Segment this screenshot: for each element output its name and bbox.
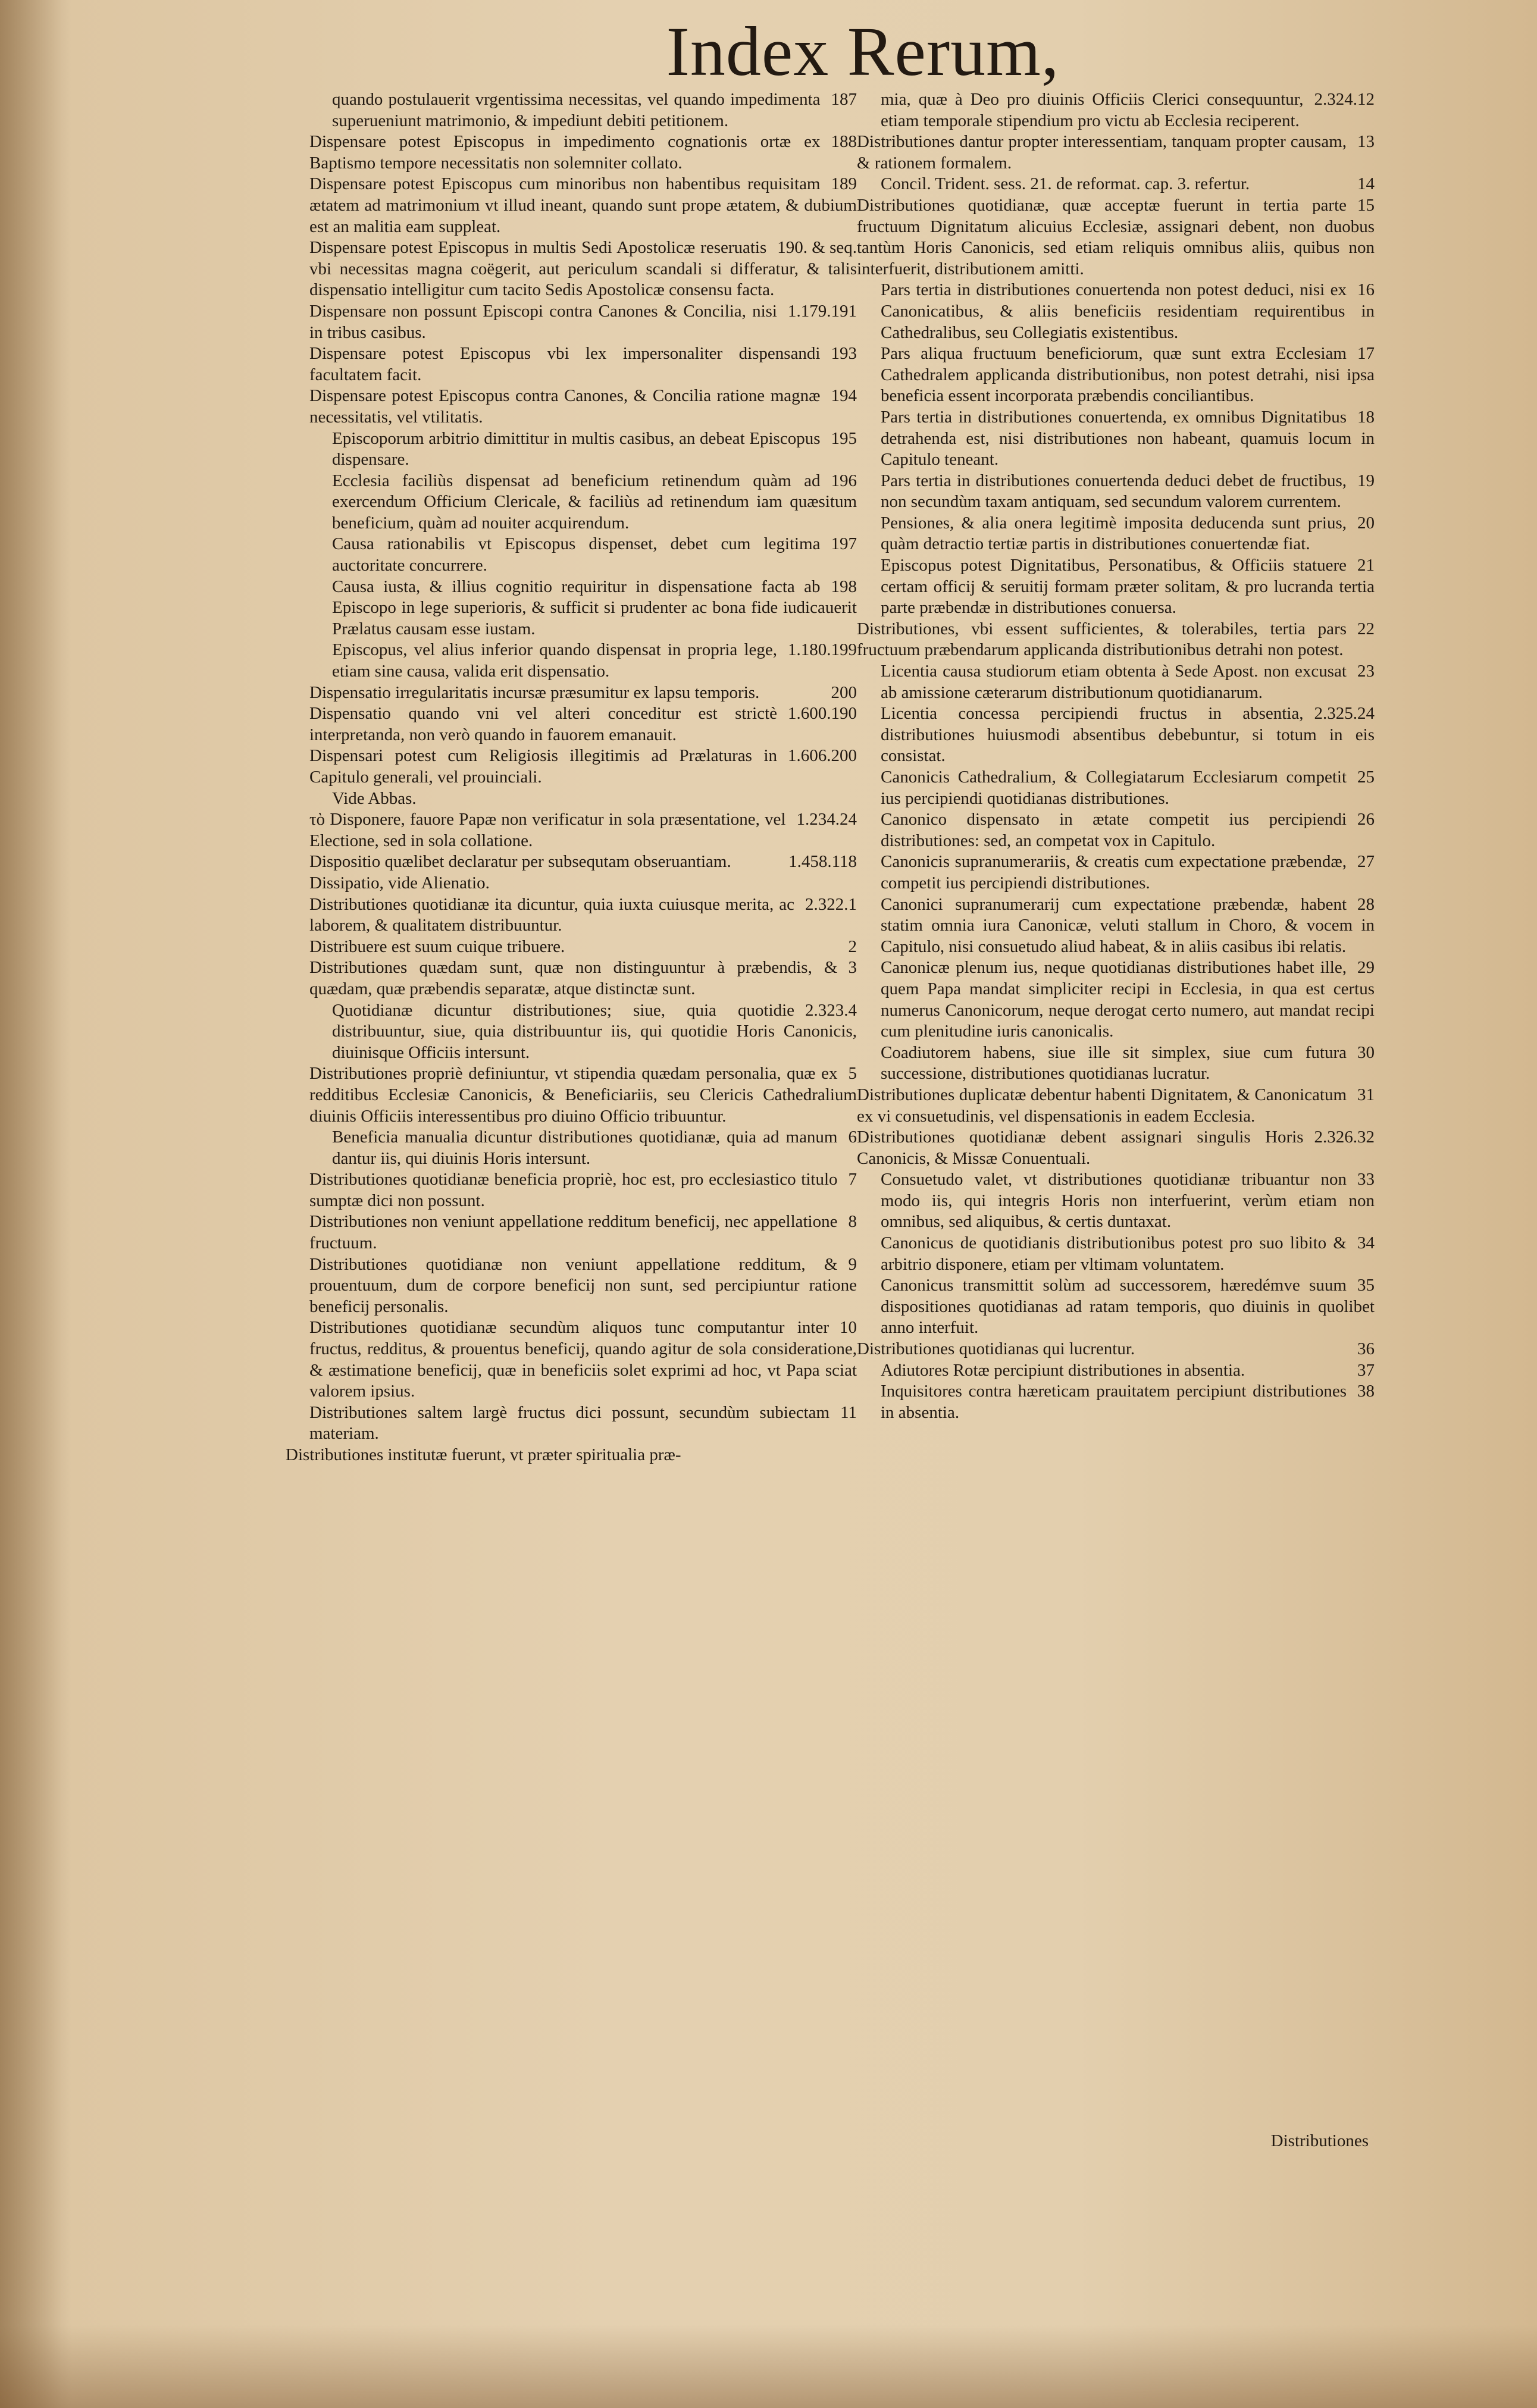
index-entry-reference: 33 <box>1357 1170 1375 1189</box>
index-entry-reference: 38 <box>1357 1382 1375 1401</box>
index-entry <box>857 1085 1375 1127</box>
index-entry-reference: 2.325.24 <box>1314 704 1375 724</box>
index-entry-reference: 36 <box>1357 1339 1375 1359</box>
index-entry <box>857 1381 1375 1423</box>
index-entry <box>857 703 1375 767</box>
index-entry-reference: 3 <box>848 958 857 978</box>
index-entry-text: Quotidianæ dicuntur distributiones; siue, quia quotidie distribuuntur, siue, quia distribuuntur iis, qui quotidie Horis Canonicis, diuinisque Officiis intersunt. <box>332 1000 857 1062</box>
index-entry-reference: 21 <box>1357 556 1375 575</box>
index-entry-text: Canonicæ plenum ius, neque quotidianas distributiones habet ille, quem Papa mandat simpliciter recipi in Ecclesia, in qua est certus numerus Canonicorum, neque derogat certo numero, aut mandat recipi cum plenitudine iuris canonicalis. <box>881 958 1375 1041</box>
index-entry-text: Distributiones quotidianæ secundùm aliquos tunc computantur inter fructus, redditus, & prouentus beneficij, quando agitur de sola consideratione, & æstimatione beneficij, quæ in beneficiis solet exprimi ad hoc, vt Papa sciat valorem ipsius. <box>309 1318 857 1401</box>
index-entry-reference: 189 <box>831 174 857 194</box>
index-entry-text: Dispensare potest Episcopus contra Canones, & Concilia ratione magnæ necessitatis, vel vtilitatis. <box>309 386 821 427</box>
index-entry <box>286 1063 857 1127</box>
index-entry-text: Pars tertia in distributiones conuertenda deduci debet de fructibus, non secundùm taxam antiquam, sed secundum valorem currentem. <box>881 471 1347 512</box>
index-entry-text: Dispensare potest Episcopus vbi lex impersonaliter dispensandi facultatem facit. <box>309 344 821 384</box>
index-entry <box>286 534 857 576</box>
index-entry-text: Canonicis supranumerariis, & creatis cum expectatione præbendæ, competit ius percipiendi distributiones. <box>881 852 1347 893</box>
page-bottom-shadow <box>0 2325 1537 2408</box>
index-entry-text: Licentia concessa percipiendi fructus in absentia, distributiones huiusmodi absentibus debebuntur, si totum in eis consistat. <box>881 704 1375 766</box>
index-entry-text: Canonico dispensato in ætate competit ius percipiendi distributiones: sed, an competat vox in Capitulo. <box>881 810 1347 850</box>
index-entry-reference: 30 <box>1357 1042 1375 1062</box>
index-entry-reference: 23 <box>1357 662 1375 681</box>
index-entry-reference: 198 <box>831 577 857 596</box>
index-entry-reference: 8 <box>848 1212 857 1232</box>
index-entry <box>857 1042 1375 1085</box>
index-entry <box>286 1317 857 1402</box>
index-entry-reference: 35 <box>1357 1276 1375 1295</box>
index-entry-text: Causa iusta, & illius cognitio requiritur in dispensatione facta ab Episcopo in lege superioris, & sufficit si prudenter ac bona fide iudicauerit Prælatus causam esse iustam. <box>332 577 857 638</box>
index-entry-text: Episcopus, vel alius inferior quando dispensat in propria lege, etiam sine causa, valida erit dispensatio. <box>332 640 777 681</box>
index-entry <box>857 1339 1375 1360</box>
index-entry-reference: 31 <box>1357 1085 1375 1104</box>
index-entry-text: Episcoporum arbitrio dimittitur in multis casibus, an debeat Episcopus dispensare. <box>332 428 821 469</box>
index-entry-reference: 194 <box>831 386 857 406</box>
index-entry <box>857 1127 1375 1169</box>
index-entry-text: Dispensare potest Episcopus cum minoribus non habentibus requisitam ætatem ad matrimonium vt illud ineant, quando sunt prope ætatem, & dubium est an malitia eam suppleat. <box>309 174 857 236</box>
index-entry-text: Vide Abbas. <box>332 788 417 808</box>
index-entry-reference: 18 <box>1357 407 1375 427</box>
index-entry <box>286 1211 857 1254</box>
index-entry <box>857 555 1375 619</box>
index-entry-text: Distributiones quotidianæ, quæ acceptæ fuerunt in tertia parte fructuum Dignitatum alicuius Ecclesiæ, assignari debent, non duobus tantùm Horis Canonicis, sed etiam reliquis omnibus aliis, quibus non interfuerit, distributionem amitti. <box>857 195 1375 278</box>
index-entry <box>857 809 1375 851</box>
index-entry-text: Pars tertia in distributiones conuertenda non potest deduci, nisi ex Canonicatibus, & aliis beneficiis residentiam requirentibus in Cathedralibus, seu Collegiatis existentibus. <box>881 280 1375 342</box>
index-entry-reference: 28 <box>1357 894 1375 914</box>
index-entry-reference: 188 <box>831 132 857 152</box>
index-entry <box>857 280 1375 343</box>
index-entry <box>286 386 857 428</box>
index-entry-reference: 2 <box>848 937 857 956</box>
index-entry <box>286 682 857 704</box>
index-entry-text: Ecclesia faciliùs dispensat ad beneficium retinendum quàm ad exercendum Officium Clericale, & faciliùs ad retinendum iam quæsitum beneficium, quàm ad nouiter acquirendum. <box>332 471 857 533</box>
index-entry <box>286 577 857 640</box>
index-entry <box>857 343 1375 407</box>
right-index-column <box>857 89 1375 1423</box>
index-entry-text: Distributiones duplicatæ debentur habenti Dignitatem, & Canonicatum ex vi consuetudinis, vel dispensationis in eadem Ecclesia. <box>857 1085 1347 1126</box>
index-entry-reference: 7 <box>848 1170 857 1189</box>
index-entry <box>286 174 857 237</box>
index-entry-reference: 1.458.118 <box>788 852 857 872</box>
index-entry <box>286 746 857 788</box>
index-entry-reference: 13 <box>1357 132 1375 152</box>
index-entry-reference: 37 <box>1357 1360 1375 1380</box>
index-entry <box>286 788 857 810</box>
index-entry-text: Dispensare potest Episcopus in multis Sedi Apostolicæ reseruatis vbi necessitas magna coëgerit, aut periculum scandali si differatur, & talis dispensatio intelligitur cum tacito Sedis Apostolicæ consensu facta. <box>309 238 857 300</box>
index-entry <box>857 174 1375 195</box>
index-entry <box>857 957 1375 1042</box>
left-index-column <box>286 89 857 1466</box>
index-entry-reference: 1.179.191 <box>788 301 857 321</box>
index-entry-reference: 25 <box>1357 768 1375 787</box>
index-entry-reference: 187 <box>831 90 857 109</box>
index-entry <box>286 873 857 894</box>
index-entry-reference: 2.322.1 <box>805 894 857 914</box>
index-entry <box>286 301 857 343</box>
index-entry-reference: 1.600.190 <box>788 704 857 724</box>
index-entry <box>286 1254 857 1318</box>
index-entry-text: Distributiones institutæ fuerunt, vt præter spiritualia præ- <box>286 1445 681 1464</box>
index-entry-text: Beneficia manualia dicuntur distributiones quotidianæ, quia ad manum dantur iis, qui diuinis Horis intersunt. <box>332 1128 838 1168</box>
index-entry-text: Distributiones quotidianæ non veniunt appellatione redditum, & prouentuum, dum de corpore beneficij non sunt, sed percipiuntur ratione beneficij personalis. <box>309 1254 857 1316</box>
index-entry-reference: 196 <box>831 471 857 490</box>
index-entry-reference: 2.323.4 <box>805 1000 857 1020</box>
index-entry <box>286 937 857 958</box>
catchword: Distributiones <box>1270 2131 1369 2150</box>
index-entry-reference: 6 <box>848 1128 857 1147</box>
index-entry <box>857 894 1375 958</box>
index-entry <box>286 1445 857 1466</box>
index-entry-reference: 27 <box>1357 852 1375 872</box>
index-entry <box>286 640 857 682</box>
index-entry-reference: 1.234.24 <box>796 810 857 829</box>
index-entry-text: Dispensare non possunt Episcopi contra Canones & Concilia, nisi in tribus casibus. <box>309 301 777 342</box>
index-entry <box>286 809 857 851</box>
index-entry-reference: 195 <box>831 428 857 448</box>
index-entry-reference: 34 <box>1357 1233 1375 1253</box>
index-entry-reference: 26 <box>1357 810 1375 829</box>
index-entry <box>286 957 857 1000</box>
index-entry-reference: 197 <box>831 534 857 554</box>
index-entry-reference: 16 <box>1357 280 1375 300</box>
index-entry <box>286 89 857 131</box>
index-entry <box>286 851 857 873</box>
index-entry-text: Causa rationabilis vt Episcopus dispenset, debet cum legitima auctoritate concurrere. <box>332 534 821 575</box>
index-entry-reference: 1.180.199 <box>788 640 857 660</box>
index-entry-text: Canonicus transmittit solùm ad successorem, hæredémve suum dispositiones quotidianas ad ratam temporis, quo diuinis in quolibet anno interfuit. <box>881 1276 1375 1338</box>
index-entry-text: Distributiones propriè definiuntur, vt stipendia quædam personalia, quæ ex redditibus Ecclesiæ Canonicis, & Beneficiariis, seu Clericis Cathedralium diuinis Officiis interessentibus pro diuino Officio tribuuntur. <box>309 1064 857 1126</box>
index-entry <box>286 471 857 534</box>
index-entry-text: Distributiones, vbi essent sufficientes, & tolerabiles, tertia pars fructuum præbendarum applicanda distributionibus detrahi non potest. <box>857 619 1347 660</box>
index-entry-text: τὸ Disponere, fauore Papæ non verificatur in sola præsentatione, vel Electione, sed in sola collatione. <box>309 810 786 850</box>
index-entry <box>857 89 1375 131</box>
index-entry <box>286 1169 857 1211</box>
index-entry-text: Adiutores Rotæ percipiunt distributiones in absentia. <box>881 1360 1245 1380</box>
index-entry-text: Distributiones quotidianas qui lucrentur. <box>857 1339 1135 1359</box>
index-entry-text: mia, quæ à Deo pro diuinis Officiis Clerici consequuntur, etiam temporale stipendium pro victu ab Ecclesia reciperent. <box>881 90 1304 130</box>
index-entry-reference: 10 <box>840 1318 857 1338</box>
index-entry-text: Consuetudo valet, vt distributiones quotidianæ tribuantur non modo iis, qui integris Horis non interfuerint, verùm etiam non omnibus, sed aliquibus, & certis duntaxat. <box>881 1170 1375 1232</box>
index-entry-text: Dispensatio irregularitatis incursæ præsumitur ex lapsu temporis. <box>309 682 760 702</box>
index-entry-text: Licentia causa studiorum etiam obtenta à Sede Apost. non excusat ab amissione cæterarum distributionum quotidianarum. <box>881 662 1347 702</box>
index-entry <box>286 703 857 746</box>
index-entry-text: Distributiones quotidianæ debent assignari singulis Horis Canonicis, & Missæ Conuentuali. <box>857 1128 1304 1168</box>
index-entry-reference: 20 <box>1357 513 1375 533</box>
index-entry <box>857 1233 1375 1275</box>
index-entry-reference: 200 <box>831 682 857 702</box>
index-entry-text: Canonici supranumerarij cum expectatione præbendæ, habent statim omnia iura Canonicæ, veluti stallum in Choro, & vocem in Capitulo, nisi consuetudo aliud habeat, & in aliis casibus ibi relatis. <box>881 894 1375 956</box>
index-entry-text: Dispensare potest Episcopus in impedimento cognationis ortæ ex Baptismo tempore necessitatis non solemniter collato. <box>309 132 821 173</box>
index-entry-reference: 2.326.32 <box>1314 1128 1375 1147</box>
index-entry-reference: 22 <box>1357 619 1375 638</box>
index-entry-text: Pensiones, & alia onera legitimè imposita deducenda sunt prius, quàm detractio tertiæ partis in distributiones conuertendæ fiat. <box>881 513 1347 554</box>
index-entry <box>857 661 1375 703</box>
index-entry <box>857 619 1375 661</box>
index-entry-text: Coadiutorem habens, siue ille sit simplex, siue cum futura successione, distributiones quotidianas lucratur. <box>881 1042 1347 1084</box>
index-entry-reference: 29 <box>1357 958 1375 978</box>
index-entry-reference: 5 <box>848 1064 857 1084</box>
index-entry <box>857 513 1375 555</box>
index-entry-reference: 11 <box>840 1402 857 1422</box>
index-entry-text: Dissipatio, vide Alienatio. <box>309 873 490 893</box>
index-entry <box>857 1275 1375 1339</box>
index-entry <box>286 1402 857 1445</box>
index-entry-text: Pars aliqua fructuum beneficiorum, quæ sunt extra Ecclesiam Cathedralem applicanda distributionibus, non potest detrahi, nisi ipsa beneficia essent incorporata præbendis conciliantibus. <box>881 344 1375 406</box>
index-entry <box>857 131 1375 174</box>
index-entry-reference: 19 <box>1357 471 1375 490</box>
index-entry-text: Distributiones quædam sunt, quæ non distinguuntur à præbendis, & quædam, quæ præbendis separatæ, atque distinctæ sunt. <box>309 958 838 998</box>
index-entry-text: Dispensari potest cum Religiosis illegitimis ad Prælaturas in Capitulo generali, vel prouinciali. <box>309 746 777 787</box>
index-entry <box>286 428 857 471</box>
index-entry-reference: 14 <box>1357 174 1375 194</box>
index-entry-text: Distributiones saltem largè fructus dici possunt, secundùm subiectam materiam. <box>309 1402 830 1443</box>
index-entry <box>857 195 1375 280</box>
index-entry-reference: 190. & seq. <box>777 238 857 258</box>
index-entry-text: Concil. Trident. sess. 21. de reformat. cap. 3. refertur. <box>881 174 1250 194</box>
index-entry-reference: 193 <box>831 344 857 364</box>
page-gutter-shadow <box>0 0 71 2408</box>
index-entry-reference: 2.324.12 <box>1314 90 1375 109</box>
page-title: Index Rerum, <box>666 12 1060 90</box>
index-entry-text: Episcopus potest Dignitatibus, Personatibus, & Officiis statuere certam officij & seruitij formam præter solitam, & pro lucranda tertia parte præbendæ in distributiones conuersa. <box>881 556 1375 618</box>
index-entry <box>857 407 1375 471</box>
index-entry <box>286 1000 857 1064</box>
index-entry-reference: 15 <box>1357 195 1375 215</box>
index-entry-reference: 17 <box>1357 344 1375 364</box>
index-entry <box>857 851 1375 894</box>
index-entry-reference: 1.606.200 <box>788 746 857 766</box>
index-entry <box>857 767 1375 809</box>
index-entry-text: Canonicis Cathedralium, & Collegiatarum Ecclesiarum competit ius percipiendi quotidianas distributiones. <box>881 768 1347 808</box>
index-entry-text: Distributiones quotidianæ ita dicuntur, quia iuxta cuiusque merita, ac laborem, & qualitatem distribuuntur. <box>309 894 794 935</box>
index-entry <box>286 237 857 301</box>
index-entry-text: Distribuere est suum cuique tribuere. <box>309 937 565 956</box>
index-entry <box>857 1169 1375 1233</box>
index-entry-text: Dispositio quælibet declaratur per subsequtam obseruantiam. <box>309 852 731 872</box>
index-entry <box>286 343 857 386</box>
index-entry-text: Distributiones quotidianæ beneficia propriè, hoc est, pro ecclesiastico titulo sumptæ dici non possunt. <box>309 1170 838 1210</box>
index-entry <box>857 471 1375 513</box>
index-entry-text: Pars tertia in distributiones conuertenda, ex omnibus Dignitatibus detrahenda est, nisi distributiones non habeant, quamuis locum in Capitulo teneant. <box>881 407 1375 469</box>
index-entry-text: Inquisitores contra hæreticam prauitatem percipiunt distributiones in absentia. <box>881 1382 1347 1422</box>
index-entry-text: Distributiones non veniunt appellatione redditum beneficij, nec appellatione fructuum. <box>309 1212 838 1253</box>
index-entry <box>286 131 857 174</box>
index-entry-text: Dispensatio quando vni vel alteri conceditur est strictè interpretanda, non verò quando in fauorem emanauit. <box>309 704 777 744</box>
index-entry-text: quando postulauerit vrgentissima necessitas, vel quando impedimenta superueniunt matrimonio, & impediunt debiti petitionem. <box>332 90 821 130</box>
index-entry-reference: 9 <box>848 1254 857 1274</box>
index-entry-text: Canonicus de quotidianis distributionibus potest pro suo libito & arbitrio disponere, etiam per vltimam voluntatem. <box>881 1233 1347 1274</box>
index-entry <box>286 1127 857 1169</box>
index-entry-text: Distributiones dantur propter interessentiam, tanquam propter causam, & rationem formalem. <box>857 132 1347 173</box>
index-entry <box>286 894 857 937</box>
index-entry <box>857 1360 1375 1382</box>
